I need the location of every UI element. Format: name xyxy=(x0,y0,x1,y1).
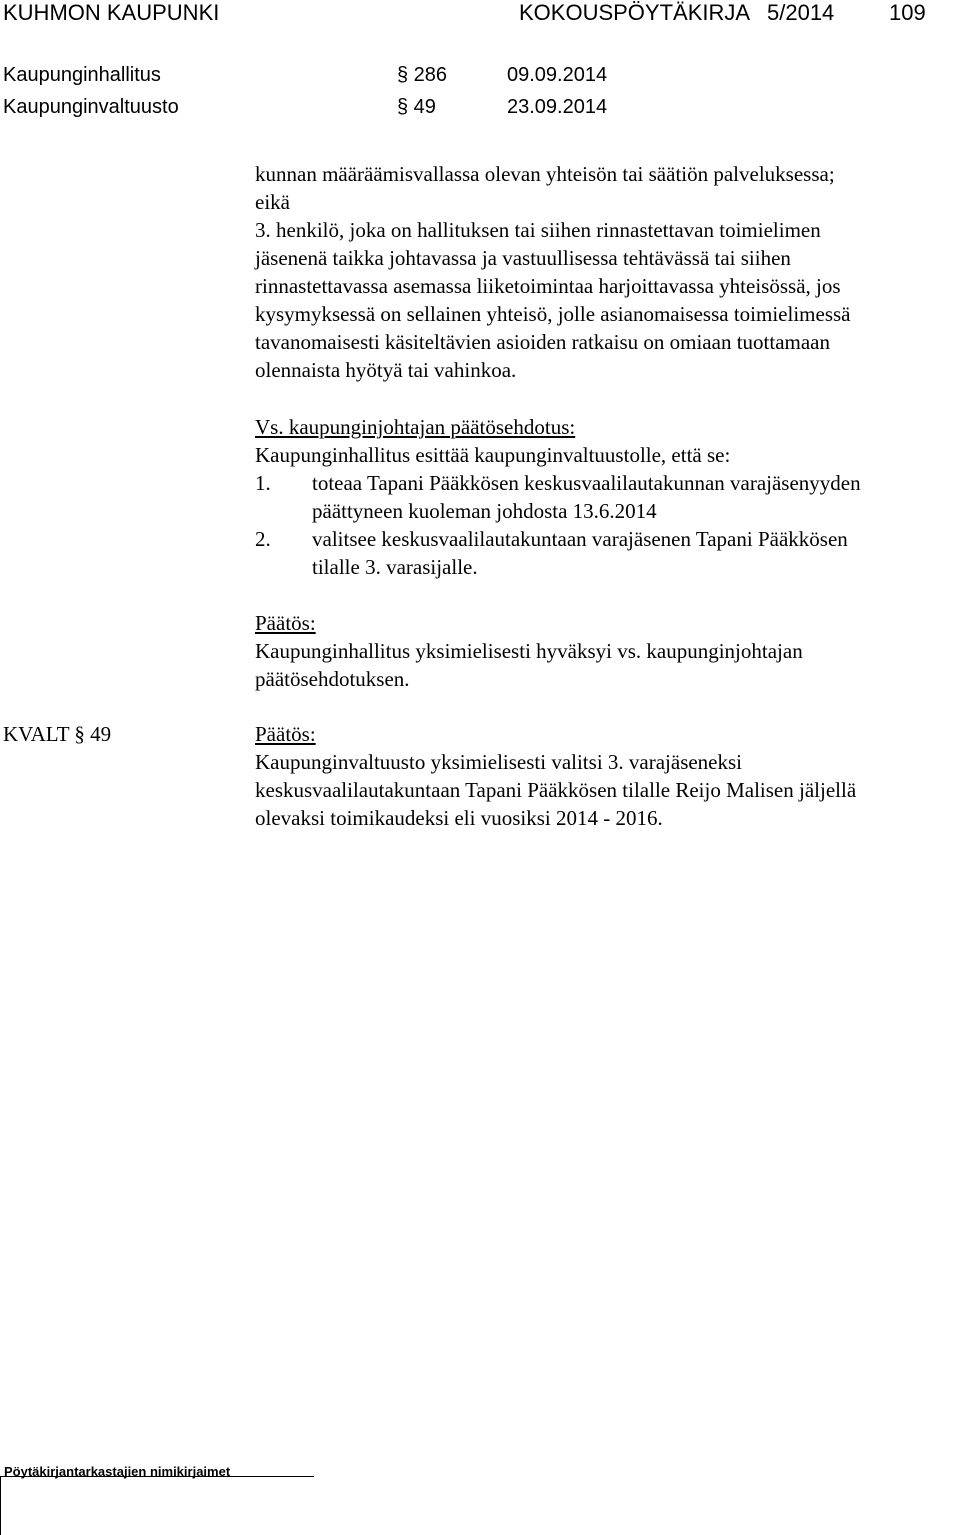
body-line: rinnastettavassa asemassa liiketoimintaa harjoittavassa yhteisössä, jos xyxy=(255,274,841,298)
list-item-number: 2. xyxy=(255,527,271,551)
issue-number: 5/2014 xyxy=(767,0,835,25)
decision-heading: Päätös: xyxy=(255,611,316,635)
decision-line: Kaupunginhallitus yksimielisesti hyväksyi vs. kaupunginjohtajan xyxy=(255,639,803,663)
decision-line: Kaupunginvaltuusto yksimielisesti valitsi 3. varajäseneksi xyxy=(255,750,743,774)
body-line: eikä xyxy=(255,190,290,214)
signature-line-top xyxy=(0,1476,314,1477)
body-line: jäsenenä taikka johtavassa ja vastuullisessa tehtävässä tai siihen xyxy=(255,246,791,270)
decision-heading: Päätös: xyxy=(255,722,316,746)
decision-line: päätösehdotuksen. xyxy=(255,667,410,691)
body-line: 3. henkilö, joka on hallituksen tai siihen rinnastettavan toimielimen xyxy=(255,218,821,242)
page-number: 109 xyxy=(889,0,926,25)
meeting-section: § 49 xyxy=(397,96,436,118)
list-item-number: 1. xyxy=(255,471,271,495)
signature-line-left xyxy=(0,1476,1,1535)
meeting-body: Kaupunginvaltuusto xyxy=(3,96,179,118)
list-item-text: tilalle 3. varasijalle. xyxy=(312,555,478,579)
proposal-intro: Kaupunginhallitus esittää kaupunginvaltuustolle, että se: xyxy=(255,443,731,467)
decision-line: olevaksi toimikaudeksi eli vuosiksi 2014 - 2016. xyxy=(255,806,663,830)
list-item-text: valitsee keskusvaalilautakuntaan varajäsenen Tapani Pääkkösen xyxy=(312,527,848,551)
list-item-text: toteaa Tapani Pääkkösen keskusvaalilautakunnan varajäsenyyden xyxy=(312,471,861,495)
meeting-date: 23.09.2014 xyxy=(507,96,608,118)
body-line: olennaista hyötyä tai vahinkoa. xyxy=(255,358,517,382)
body-line: kunnan määräämisvallassa olevan yhteisön tai säätiön palveluksessa; xyxy=(255,162,835,186)
body-line: tavanomaisesti käsiteltävien asioiden ratkaisu on omiaan tuottamaan xyxy=(255,330,830,354)
decision-line: keskusvaalilautakuntaan Tapani Pääkkösen tilalle Reijo Malisen jäljellä xyxy=(255,778,857,802)
meeting-date: 09.09.2014 xyxy=(507,64,608,86)
document-type: KOKOUSPÖYTÄKIRJA xyxy=(519,0,751,25)
proposal-heading: Vs. kaupunginjohtajan päätösehdotus: xyxy=(255,415,576,439)
signature-label: Pöytäkirjantarkastajien nimikirjaimet xyxy=(4,1464,231,1479)
list-item-text: päättyneen kuoleman johdosta 13.6.2014 xyxy=(312,499,657,523)
meeting-body: Kaupunginhallitus xyxy=(3,64,161,86)
org-name: KUHMON KAUPUNKI xyxy=(3,0,220,25)
meeting-section: § 286 xyxy=(397,64,448,86)
margin-section-label: KVALT § 49 xyxy=(3,722,112,746)
body-line: kysymyksessä on sellainen yhteisö, jolle asianomaisessa toimielimessä xyxy=(255,302,851,326)
